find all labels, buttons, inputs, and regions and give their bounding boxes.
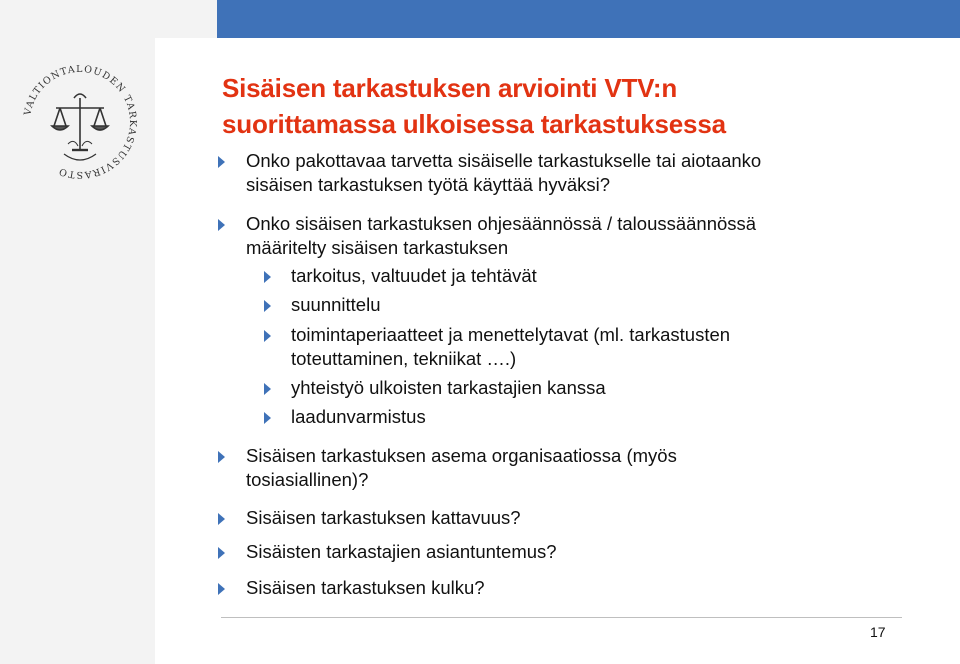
- bullet-arrow-icon: [218, 583, 225, 595]
- bullet-arrow-icon: [264, 271, 271, 283]
- bullet-arrow-icon: [264, 383, 271, 395]
- bullet-arrow-icon: [264, 300, 271, 312]
- slide-title: [222, 70, 922, 142]
- page-number: 17: [870, 624, 886, 640]
- top-strip-light: [155, 0, 217, 38]
- scales-icon: [52, 94, 108, 160]
- top-color-bar: [217, 0, 960, 38]
- sub-bullet-1: tarkoitus, valtuudet ja tehtävät: [291, 264, 537, 288]
- bullet-2: Onko sisäisen tarkastuksen ohjesäännössä / taloussäännössä määritelty sisäisen tarkastuksen: [246, 212, 756, 260]
- bullet-arrow-icon: [218, 156, 225, 168]
- bullet-arrow-icon: [218, 219, 225, 231]
- bullet-5: Sisäisten tarkastajien asiantuntemus?: [246, 540, 557, 564]
- agency-seal-logo: [16, 58, 144, 186]
- footer-divider: [221, 617, 902, 618]
- seal-ring-text: VALTIONTALOUDEN TARKASTUSVIRASTO: [22, 63, 139, 181]
- bullet-3: Sisäisen tarkastuksen asema organisaatiossa (myös tosiasiallinen)?: [246, 444, 677, 492]
- bullet-arrow-icon: [218, 451, 225, 463]
- bullet-arrow-icon: [218, 547, 225, 559]
- sub-bullet-2: suunnittelu: [291, 293, 380, 317]
- title-line-2: suorittamassa ulkoisessa tarkastuksessa: [222, 109, 726, 139]
- bullet-6: Sisäisen tarkastuksen kulku?: [246, 576, 485, 600]
- bullet-arrow-icon: [264, 412, 271, 424]
- sub-bullet-5: laadunvarmistus: [291, 405, 426, 429]
- bullet-arrow-icon: [264, 330, 271, 342]
- sub-bullet-4: yhteistyö ulkoisten tarkastajien kanssa: [291, 376, 606, 400]
- title-line-1: Sisäisen tarkastuksen arviointi VTV:n: [222, 73, 678, 103]
- sub-bullet-3: toimintaperiaatteet ja menettelytavat (ml. tarkastusten toteuttaminen, tekniikat ….): [291, 323, 730, 371]
- bullet-1: Onko pakottavaa tarvetta sisäiselle tarkastukselle tai aiotaanko sisäisen tarkastuksen työtä käyttää hyväksi?: [246, 149, 761, 197]
- bullet-arrow-icon: [218, 513, 225, 525]
- bullet-4: Sisäisen tarkastuksen kattavuus?: [246, 506, 521, 530]
